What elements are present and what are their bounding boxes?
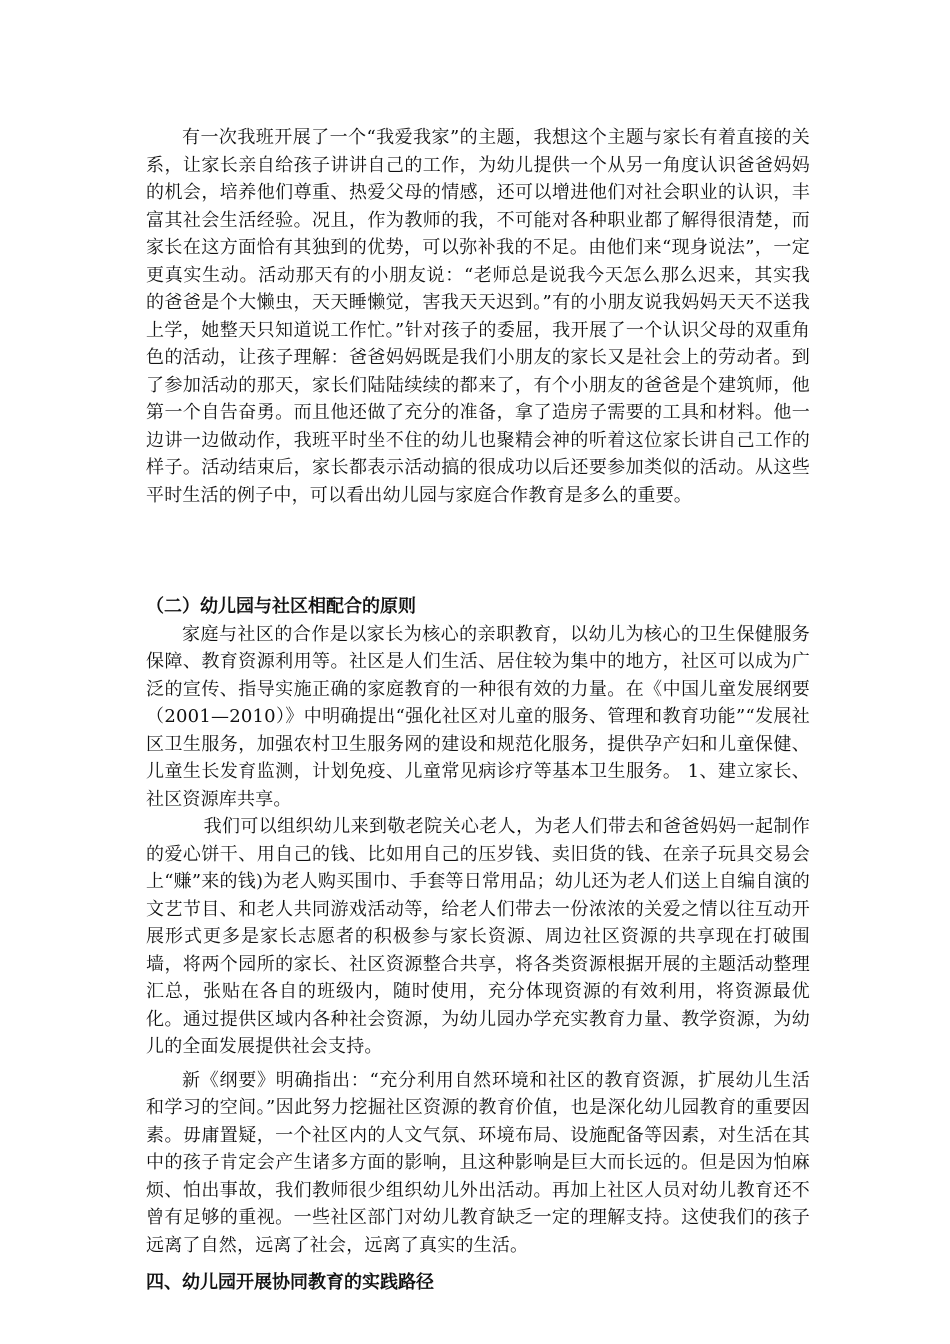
paragraph-new-guidelines: 新《纲要》明确指出：“充分利用自然环境和社区的教育资源，扩展幼儿生活和学习的空间。”因此努力挖掘社区资源的教育价值，也是深化幼儿园教育的重要因素。毋庸置疑，一个社区内的人文气氛、环境布局、设施配备等因素，对生活在其中的孩子肯定会产生诸多方面的影响，且这种影响是巨大而长远的。但是因为怕麻烦、怕出事故，我们教师很少组织幼儿外出活动。再加上社区人员对幼儿教育还不曾有足够的重视。一些社区部门对幼儿教育缺乏一定的理解支持。这使我们的孩子远离了自然，远离了社会，远离了真实的生活。 <box>146 1069 810 1256</box>
chapter-heading: 四、幼儿园开展协同教育的实践路径 <box>146 1272 434 1293</box>
spacer <box>146 509 810 593</box>
spacer <box>146 1259 810 1269</box>
paragraph-family-theme: 有一次我班开展了一个“我爱我家”的主题，我想这个主题与家长有着直接的关系，让家长亲自给孩子讲讲自己的工作，为幼儿提供一个从另一角度认识爸爸妈妈的机会，培养他们尊重、热爱父母的情感，还可以增进他们对社会职业的认识，丰富其社会生活经验。况且，作为教师的我，不可能对各种职业都了解得很清楚，而家长在这方面恰有其独到的优势，可以弥补我的不足。由他们来“现身说法”，一定更真实生动。活动那天有的小朋友说：“老师总是说我今天怎么那么迟来，其实我的爸爸是个大懒虫，天天睡懒觉，害我天天迟到。”有的小朋友说我妈妈天天不送我上学，她整天只知道说工作忙。”针对孩子的委屈，我开展了一个认识父母的双重角色的活动，让孩子理解：爸爸妈妈既是我们小朋友的家长又是社会上的劳动者。到了参加活动的那天，家长们陆陆续续的都来了，有个小朋友的爸爸是个建筑师，他第一个自告奋勇。而且他还做了充分的准备，拿了造房子需要的工具和材料。他一边讲一边做动作，我班平时坐不住的幼儿也聚精会神的听着这位家长讲自己工作的样子。活动结束后，家长都表示活动搞的很成功以后还要参加类似的活动。从这些平时生活的例子中，可以看出幼儿园与家庭合作教育是多么的重要。 <box>146 127 810 506</box>
paragraph-community-cooperation: 家庭与社区的合作是以家长为核心的亲职教育，以幼儿为核心的卫生保健服务保障、教育资源利用等。社区是人们生活、居住较为集中的地方，社区可以成为广泛的宣传、指导实施正确的家庭教育的一种很有效的力量。在《中国儿童发展纲要（2001—2010）》中明确提出“强化社区对儿童的服务、管理和教育功能”“发展社区卫生服务，加强农村卫生服务网的建设和规范化服务，提供孕产妇和儿童保健、儿童生长发育监测，计划免疫、儿童常见病诊疗等基本卫生服务。 1、建立家长、社区资源库共享。 <box>146 623 810 810</box>
section-heading: （二）幼儿园与社区相配合的原则 <box>146 596 416 617</box>
document-page <box>146 124 810 1297</box>
paragraph-nursing-home-activity: 我们可以组织幼儿来到敬老院关心老人，为老人们带去和爸爸妈妈一起制作的爱心饼干、用自己的钱、比如用自己的压岁钱、卖旧货的钱、在亲子玩具交易会上“赚”来的钱)为老人购买围巾、手套等日常用品；幼儿还为老人们送上自编自演的文艺节目、和老人共同游戏活动等，给老人们带去一份浓浓的关爱之情以往互动开展形式更多是家长志愿者的积极参与家长资源、周边社区资源的共享现在打破围墙，将两个园所的家长、社区资源整合共享，将各类资源根据开展的主题活动整理汇总，张贴在各自的班级内，随时使用，充分体现资源的有效利用，将资源最优化。通过提供区域内各种社会资源，为幼儿园办学充实教育力量、教学资源，为幼儿的全面发展提供社会支持。 <box>146 816 810 1057</box>
